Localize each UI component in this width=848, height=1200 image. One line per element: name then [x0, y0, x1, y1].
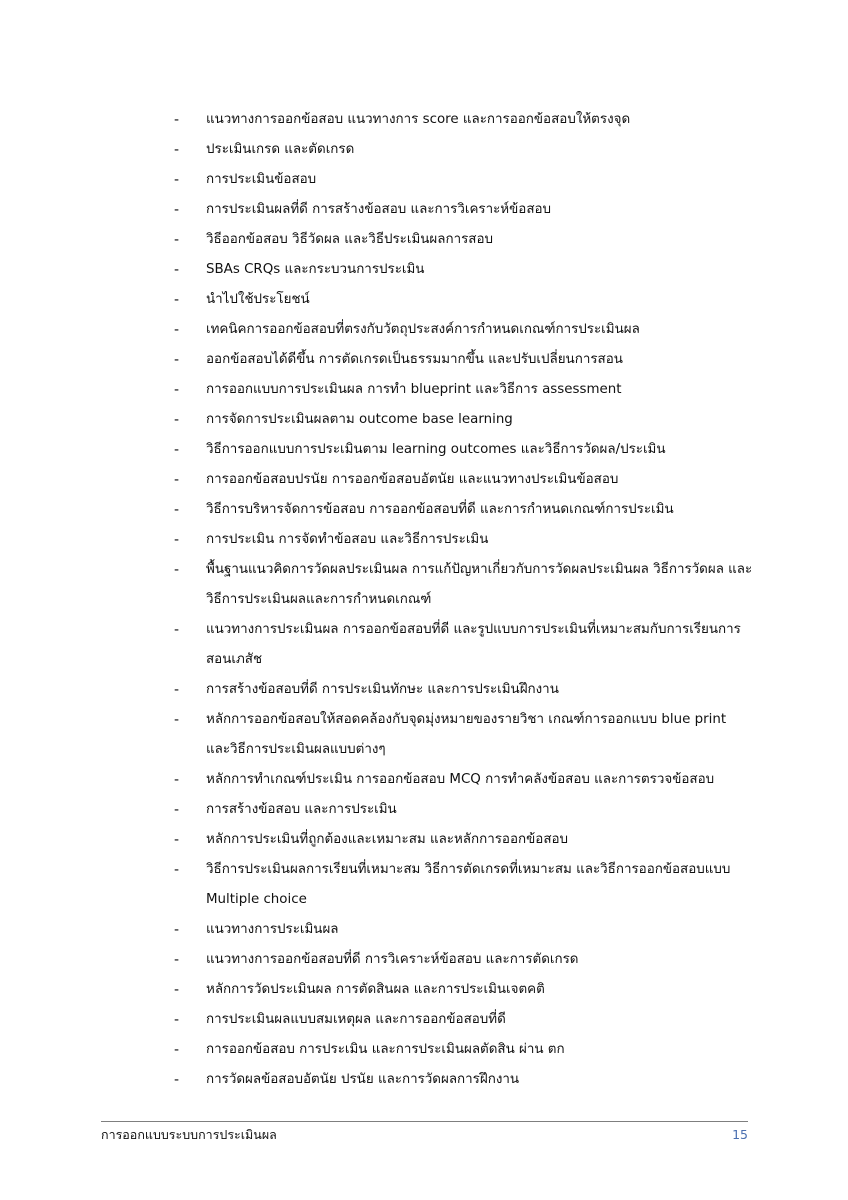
bullet-dash: -	[174, 1042, 180, 1058]
list-item	[174, 705, 754, 765]
list-item	[174, 465, 754, 495]
list-item	[174, 255, 754, 285]
list-item	[174, 345, 754, 375]
bullet-dash: -	[174, 292, 180, 308]
list-item-text: แนวทางการออกข้อสอบที่ดี การวิเคราะห์ข้อสอบ และการตัดเกรด	[206, 952, 579, 967]
list-item-text: ประเมินเกรด และตัดเกรด	[206, 142, 355, 157]
list-item	[174, 105, 754, 135]
list-item-text: แนวทางการออกข้อสอบ แนวทางการ score และการออกข้อสอบให้ตรงจุด	[206, 112, 631, 127]
list-item	[174, 555, 754, 615]
bullet-dash: -	[174, 682, 180, 698]
list-item-text: การประเมินผลที่ดี การสร้างข้อสอบ และการวิเคราะห์ข้อสอบ	[206, 202, 552, 217]
bullet-dash: -	[174, 1012, 180, 1028]
footer-title: การออกแบบระบบการประเมินผล	[101, 1127, 277, 1142]
list-item-text: การวัดผลข้อสอบอัตนัย ปรนัย และการวัดผลการฝึกงาน	[206, 1072, 520, 1087]
list-item	[174, 915, 754, 945]
list-item	[174, 495, 754, 525]
bullet-dash: -	[174, 1072, 180, 1088]
list-item	[174, 405, 754, 435]
footer-divider	[101, 1121, 748, 1122]
list-item	[174, 375, 754, 405]
bullet-dash: -	[174, 502, 180, 518]
list-item	[174, 765, 754, 795]
list-item	[174, 825, 754, 855]
list-item-text: การสร้างข้อสอบ และการประเมิน	[206, 802, 397, 817]
list-item-text: พื้นฐานแนวคิดการวัดผลประเมินผล การแก้ปัญหาเกี่ยวกับการวัดผลประเมินผล วิธีการวัดผล และวิธีการประเมินผลและการกำหนดเกณฑ์	[206, 562, 753, 607]
bullet-dash: -	[174, 112, 180, 128]
list-item-text: การประเมินผลแบบสมเหตุผล และการออกข้อสอบที่ดี	[206, 1012, 506, 1027]
list-item-text: เทคนิคการออกข้อสอบที่ตรงกับวัตถุประสงค์การกำหนดเกณฑ์การประเมินผล	[206, 322, 640, 337]
list-item-text: การออกข้อสอบปรนัย การออกข้อสอบอัตนัย และแนวทางประเมินข้อสอบ	[206, 472, 619, 487]
list-item-text: วิธีการประเมินผลการเรียนที่เหมาะสม วิธีการตัดเกรดที่เหมาะสม และวิธีการออกข้อสอบแบบ Multiple choice	[206, 862, 731, 907]
bullet-dash: -	[174, 352, 180, 368]
list-item	[174, 315, 754, 345]
bullet-dash: -	[174, 802, 180, 818]
list-item	[174, 975, 754, 1005]
list-item-text: หลักการประเมินที่ถูกต้องและเหมาะสม และหลักการออกข้อสอบ	[206, 832, 569, 847]
list-item	[174, 1005, 754, 1035]
list-item	[174, 1035, 754, 1065]
list-item	[174, 855, 754, 915]
list-item	[174, 165, 754, 195]
list-item-text: การประเมิน การจัดทำข้อสอบ และวิธีการประเมิน	[206, 532, 489, 547]
list-item	[174, 135, 754, 165]
bullet-dash: -	[174, 562, 180, 578]
list-item-text: หลักการวัดประเมินผล การตัดสินผล และการประเมินเจตคติ	[206, 982, 545, 997]
list-item	[174, 435, 754, 465]
list-item-text: การประเมินข้อสอบ	[206, 172, 317, 187]
list-item-text: ออกข้อสอบได้ดีขึ้น การตัดเกรดเป็นธรรมมากขึ้น และปรับเปลี่ยนการสอน	[206, 352, 623, 367]
list-item-text: หลักการทำเกณฑ์ประเมิน การออกข้อสอบ MCQ การทำคลังข้อสอบ และการตรวจข้อสอบ	[206, 772, 715, 787]
bullet-dash: -	[174, 922, 180, 938]
bullet-dash: -	[174, 862, 180, 878]
bullet-dash: -	[174, 322, 180, 338]
bullet-dash: -	[174, 952, 180, 968]
bullet-dash: -	[174, 472, 180, 488]
list-item	[174, 195, 754, 225]
list-item-text: การออกแบบการประเมินผล การทำ blueprint และวิธีการ assessment	[206, 382, 622, 397]
list-item-text: วิธีการบริหารจัดการข้อสอบ การออกข้อสอบที่ดี และการกำหนดเกณฑ์การประเมิน	[206, 502, 674, 517]
bullet-dash: -	[174, 382, 180, 398]
bullet-dash: -	[174, 772, 180, 788]
bullet-dash: -	[174, 412, 180, 428]
list-item	[174, 285, 754, 315]
list-item-text: การจัดการประเมินผลตาม outcome base learning	[206, 412, 513, 427]
list-item-text: วิธีการออกแบบการประเมินตาม learning outcomes และวิธีการวัดผล/ประเมิน	[206, 442, 666, 457]
bullet-dash: -	[174, 622, 180, 638]
list-item	[174, 615, 754, 675]
bullet-dash: -	[174, 262, 180, 278]
bullet-dash: -	[174, 442, 180, 458]
list-item-text: หลักการออกข้อสอบให้สอดคล้องกับจุดมุ่งหมายของรายวิชา เกณฑ์การออกแบบ blue print และวิธีการประเมินผลแบบต่างๆ	[206, 712, 727, 757]
list-item	[174, 525, 754, 555]
list-item-text: นำไปใช้ประโยชน์	[206, 292, 310, 307]
list-item-text: แนวทางการประเมินผล	[206, 922, 339, 937]
list-item	[174, 795, 754, 825]
bullet-list	[174, 105, 754, 1095]
list-item	[174, 675, 754, 705]
list-item-text: การออกข้อสอบ การประเมิน และการประเมินผลตัดสิน ผ่าน ตก	[206, 1042, 565, 1057]
bullet-dash: -	[174, 712, 180, 728]
list-item	[174, 1065, 754, 1095]
bullet-dash: -	[174, 832, 180, 848]
list-item-text: การสร้างข้อสอบที่ดี การประเมินทักษะ และการประเมินฝึกงาน	[206, 682, 559, 697]
bullet-dash: -	[174, 532, 180, 548]
list-item-text: แนวทางการประเมินผล การออกข้อสอบที่ดี และรูปแบบการประเมินที่เหมาะสมกับการเรียนการสอนเภสัช	[206, 622, 741, 667]
bullet-dash: -	[174, 232, 180, 248]
page-number: 15	[732, 1127, 748, 1142]
list-item	[174, 945, 754, 975]
bullet-dash: -	[174, 982, 180, 998]
bullet-dash: -	[174, 202, 180, 218]
list-item-text: วิธีออกข้อสอบ วิธีวัดผล และวิธีประเมินผลการสอบ	[206, 232, 494, 247]
list-item	[174, 225, 754, 255]
bullet-dash: -	[174, 142, 180, 158]
bullet-dash: -	[174, 172, 180, 188]
list-item-text: SBAs CRQs และกระบวนการประเมิน	[206, 262, 425, 277]
